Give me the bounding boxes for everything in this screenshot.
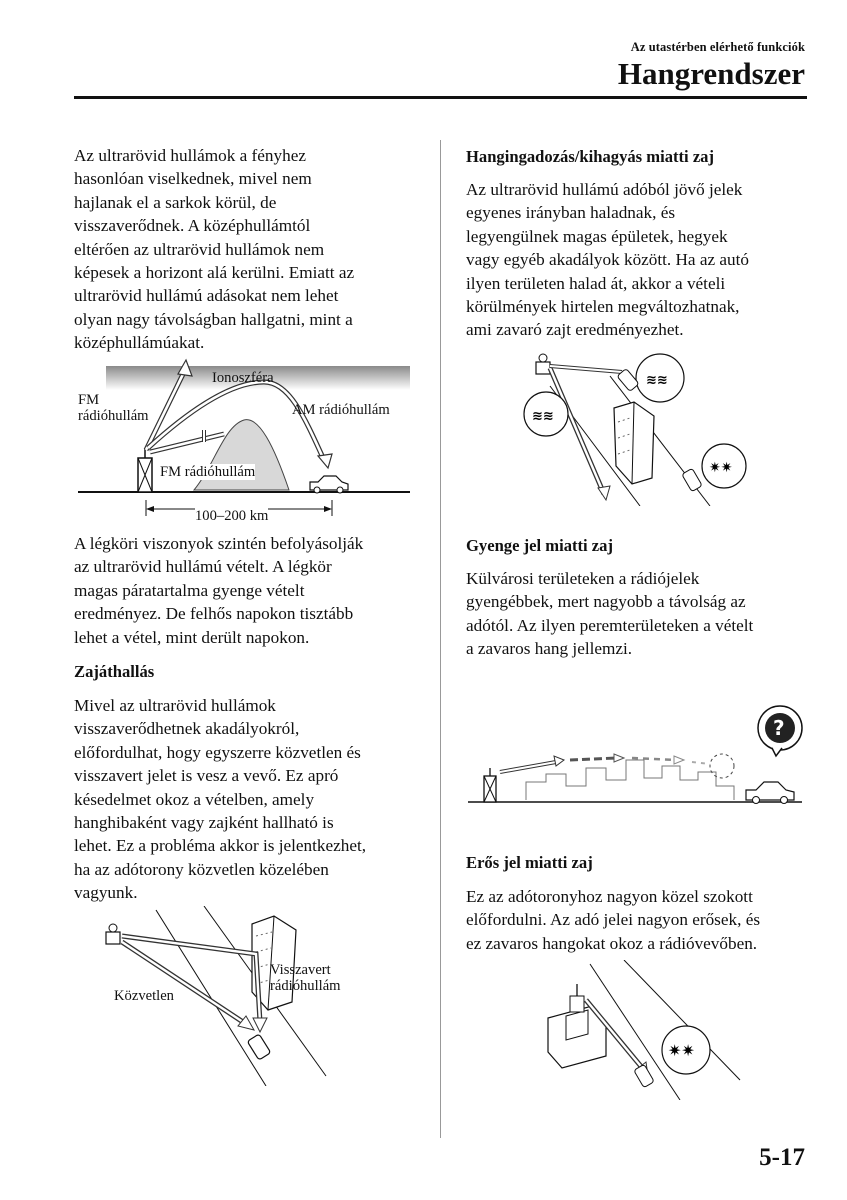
tower-icon bbox=[138, 448, 152, 492]
flutter-figure bbox=[510, 346, 760, 506]
text-line: lehet a vétel, mint derült napokon. bbox=[74, 627, 310, 647]
text-line: ilyen területen halad át, akkor a vételi bbox=[466, 273, 726, 293]
intro-paragraph bbox=[74, 144, 424, 355]
fm-wave-label bbox=[78, 392, 149, 424]
reflected-wave-label-line2: rádióhullám bbox=[270, 978, 341, 994]
flutter-heading: Hangingadozás/kihagyás miatti zaj bbox=[466, 147, 715, 166]
text-line: hanghibaként vagy zajként hallható is bbox=[74, 813, 334, 833]
text-line: visszavert jelet is vesz a vevő. Ez apró bbox=[74, 766, 339, 786]
car-icon bbox=[310, 476, 348, 493]
page-title: Hangrendszer bbox=[617, 56, 805, 91]
atmosphere-paragraph bbox=[74, 532, 424, 649]
direct-wave-label: Közvetlen bbox=[114, 988, 174, 1004]
text-line: A légköri viszonyok szintén befolyásolják bbox=[74, 534, 364, 553]
text-line: adótól. Az ilyen peremterületeken a vételt bbox=[466, 615, 754, 635]
svg-text:✷✷: ✷✷ bbox=[709, 460, 733, 476]
text-line: magas páratartalma gyenge vételt bbox=[74, 580, 305, 600]
ionosphere-label: Ionoszféra bbox=[212, 370, 274, 386]
text-line: ez zavaros hangokat okoz a rádióvevőben. bbox=[466, 933, 758, 953]
text-line: eltérően az ultrarövid hullámok nem bbox=[74, 239, 325, 259]
text-line: vagy egyéb akadályok között. Ha az autó bbox=[466, 250, 750, 270]
text-line: legyengülnek magas épületek, hegyek bbox=[466, 226, 728, 246]
text-line: visszaverődhetnek akadályokról, bbox=[74, 719, 300, 739]
strong-signal-diagram bbox=[540, 960, 760, 1100]
car-icon bbox=[746, 782, 794, 804]
car-icon bbox=[247, 1034, 271, 1060]
reflected-wave-label bbox=[270, 962, 341, 994]
strong-signal-paragraph bbox=[466, 885, 811, 955]
weak-signal-diagram bbox=[466, 700, 806, 810]
text-line: olyan nagy távolságban hallgatni, mint a bbox=[74, 309, 353, 329]
text-line: késedelmet okoz a vételben, amely bbox=[74, 789, 315, 809]
weak-signal-figure bbox=[466, 700, 806, 810]
reflection-figure bbox=[96, 906, 376, 1086]
text-line: Az ultrarövid hullámok a fényhez bbox=[74, 146, 306, 165]
distance-label: 100–200 km bbox=[195, 508, 269, 524]
tower-icon bbox=[484, 768, 496, 802]
reflected-wave-label-line1: Visszavert bbox=[270, 962, 331, 978]
text-line: gyengébbek, mert nagyobb a távolság az bbox=[466, 592, 746, 612]
text-line: Külvárosi területeken a rádiójelek bbox=[466, 569, 700, 588]
tower-icon bbox=[106, 924, 120, 944]
text-line: egyenes irányban haladnak, és bbox=[466, 203, 676, 223]
text-line: ultrarövid hullámú adásokat nem lehet bbox=[74, 286, 339, 306]
text-line: ami zavaró zajt eredményezhet. bbox=[466, 320, 684, 340]
text-line: eredményez. De felhős napokon tisztább bbox=[74, 604, 354, 624]
text-line: lehet. Ez a probléma akkor is jelentkezhet, bbox=[74, 836, 367, 856]
section-title: Az utastérben elérhető funkciók bbox=[630, 40, 805, 54]
weak-signal-paragraph bbox=[466, 567, 811, 661]
text-line: ha az adótorony közvetlen közelében bbox=[74, 859, 329, 879]
text-line: előfordulni. Az adó jelei nagyon erősek, és bbox=[466, 910, 761, 930]
text-line: a zavaros hang jellemzi. bbox=[466, 639, 633, 659]
text-line: vagyunk. bbox=[74, 883, 138, 903]
am-wave-label: AM rádióhullám bbox=[292, 402, 390, 418]
fm-wave-label-line1: FM bbox=[78, 392, 100, 408]
building-icon bbox=[614, 402, 654, 484]
text-line: az ultrarövid hullámú vételt. A légkör bbox=[74, 557, 332, 577]
text-line: Az ultrarövid hullámú adóból jövő jelek bbox=[466, 180, 743, 199]
text-line: körülmények hirtelen megváltozhatnak, bbox=[466, 297, 740, 317]
weak-signal-heading: Gyenge jel miatti zaj bbox=[466, 536, 613, 555]
flutter-diagram bbox=[510, 346, 760, 506]
text-line: visszaverődnek. A középhullámtól bbox=[74, 216, 311, 236]
text-line: Mivel az ultrarövid hullámok bbox=[74, 696, 276, 715]
text-line: hasonlóan viselkednek, mivel nem bbox=[74, 169, 312, 189]
column-divider bbox=[440, 140, 441, 1138]
svg-text:≋≋: ≋≋ bbox=[646, 373, 668, 388]
fm-am-propagation-figure bbox=[74, 356, 414, 526]
interference-heading: Zajáthallás bbox=[74, 662, 155, 681]
question-bubble-icon bbox=[758, 706, 802, 756]
text-line: előfordulhat, hogy egyszerre közvetlen és bbox=[74, 742, 361, 762]
page-number: 5-17 bbox=[759, 1144, 805, 1171]
fm-wave-label-low: FM rádióhullám bbox=[160, 464, 256, 480]
svg-text:✷✷: ✷✷ bbox=[668, 1041, 695, 1060]
text-line: képesek a horizont alá kerülni. Emiatt az bbox=[74, 263, 355, 283]
car-icon bbox=[634, 1064, 654, 1087]
fm-wave-label-line2: rádióhullám bbox=[78, 408, 149, 424]
text-line: Ez az adótoronyhoz nagyon közel szokott bbox=[466, 887, 753, 906]
strong-signal-figure bbox=[540, 960, 760, 1100]
question-mark: ? bbox=[773, 716, 785, 740]
tower-icon bbox=[536, 354, 550, 374]
text-line: hajlanak el a sarkok körül, de bbox=[74, 192, 277, 212]
flutter-paragraph bbox=[466, 178, 811, 342]
header-rule bbox=[74, 96, 807, 99]
svg-text:≋≋: ≋≋ bbox=[532, 409, 554, 424]
tower-icon bbox=[548, 984, 606, 1068]
strong-signal-heading: Erős jel miatti zaj bbox=[466, 853, 593, 872]
interference-paragraph bbox=[74, 694, 424, 905]
text-line: középhullámúakat. bbox=[74, 333, 205, 353]
